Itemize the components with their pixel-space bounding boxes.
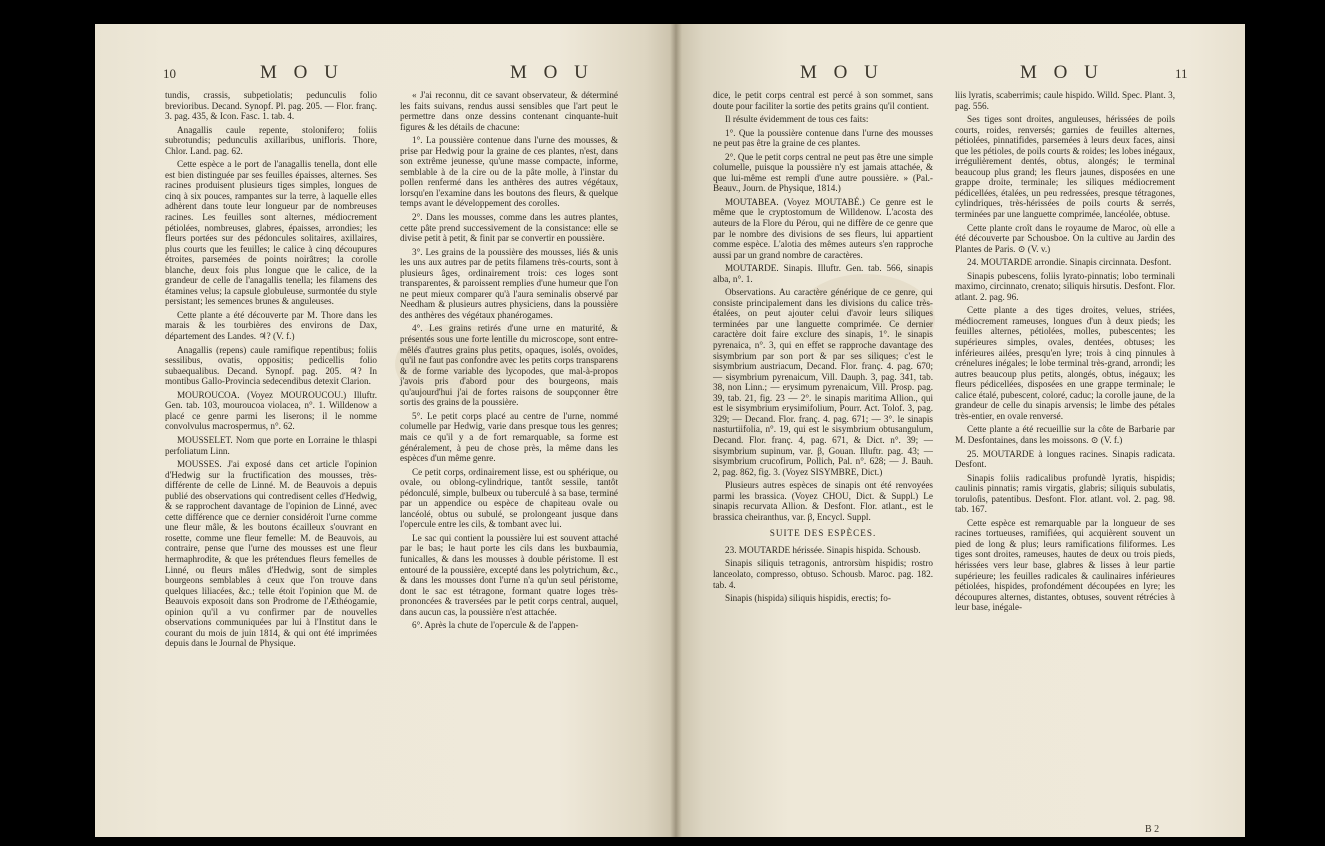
- paragraph: MOUTARDE. Sinapis. Illuftr. Gen. tab. 566, sinapis alba, n°. 1.: [713, 263, 933, 284]
- paragraph: Cette plante a été recueillie sur la côte de Barbarie par M. Desfontaines, dans les moissons. ⊙ (V. f.): [955, 424, 1175, 445]
- paragraph: Il résulte évidemment de tous ces faits:: [725, 114, 869, 125]
- section-heading: SUITE DES ESPÈCES.: [769, 528, 877, 539]
- paragraph: Cette espèce est remarquable par la longueur de ses racines tortueuses, ramifiées, qui acquièrent souvent un pied de long & plus; leurs ramifications filiformes. Les tiges sont droites, rameuses, hautes de deux ou trois pieds, hérissées vers leur base, glabres & lisses à leur partie supérieure; les feuilles radicales & caulinaires inférieures pétiolées, hispides, profondément découpées en lyre; les découpures alternes, distantes, obtuses, souvent rétrécies à leur base, inégale-: [955, 517, 1175, 613]
- paragraph: Observations. Au caractère générique de ce genre, qui consiste principalement dans les divisions du calice très-étalées, on peut ajouter celui d'avoir leurs siliques terminées par une languette comprimée. Ce dernier caractère doit faire exclure des sinapis, 1°. le sinapis pyrenaica, n°. 3, qui en effet se rapproche davantage des sisymbrium par son port & par ses siliques; c'est le sisymbrium austriacum, Decand. Flor. franç. 4. pag. 670; — sisymbrium pyrenaicum, Vill. Dauph. 3, pag. 341, tab. 38, non Linn.; — erysimum pyrenaicum, Vill. Prosp. pag. 39, tab. 21, fig. 23 — 2°. le sinapis maritima Allion., qui est le sisymbrium erysimifolium, Pourr. Act. Tolof. 3, pag. 329; — Decand. Flor. franç. 4. pag. 671; — 3°. le sinapis nasturtiifolia, n°. 19, qui est le sisymbrium obtusangulum, Decand. Flor. franç. 4, pag. 671, & Dict. n°. 39; — sisymbrium supinum, var. β, Gouan. Illuftr. pag. 43; — sisymbrium crucofirum, Pollich, Pal. n°. 628; — J. Bauh. 2, pag. 862, fig. 3. (Voyez SISYMBRE, Dict.): [713, 287, 933, 477]
- paragraph: Anagallis caule repente, stolonifero; foliis subrotundis; pedunculis axillaribus, unifloris. Thore, Chlor. Land. pag. 62.: [165, 124, 377, 156]
- paragraph: Cette plante a des tiges droites, velues, striées, médiocrement rameuses, longues d'un à deux pieds; les feuilles alternes, pétiolées, molles, pubescentes; les supérieures simples, ovales, dentées, obtuses; les inférieures ailées, presqu'en lyre; trois à cinq pinnules à crénelures inégales; le lobe terminal très-grand, arrondi; les autres beaucoup plus petits, alongés, obtus, inégaux; les fleurs pédicellées, disposées en une grappe terminale; le calice étalé, pubescent, coloré, caduc; la corolle jaune, de la grandeur de celle du sinapis arvensis; le limbe des pétales très-entier, en ovale renversé.: [955, 305, 1175, 421]
- book-spread: [95, 24, 1245, 837]
- paragraph: 2°. Que le petit corps central ne peut pas être une simple columelle, puisque la poussière n'y est jamais attachée, & que lui-même est rempli d'une autre poussière. » (Pal.-Beauv., Journ. de Physique, 1814.): [713, 151, 933, 194]
- paragraph: 25. MOUTARDE à longues racines. Sinapis radicata. Desfont.: [955, 448, 1175, 470]
- paragraph: Cette plante a été découverte par M. Thore dans les marais & les tourbières des environs de Dax, département des Landes. ♃? (V. f.): [165, 309, 377, 342]
- paragraph: 1°. La poussière contenue dans l'urne des mousses, & prise par Hedwig pour la graine de ces plantes, n'est, dans son extrême jeunesse, qu'une masse compacte, informe, semblable à de la cire ou de la pâte molle, à l'instar du pollen renfermé dans les anthères des autres végétaux, lorsqu'en l'examine dans les boutons des fleurs, & quelque temps avant le développement des corolles.: [400, 135, 618, 209]
- paragraph: 1°. Que la poussière contenue dans l'urne des mousses ne peut pas être la graine de ces plantes.: [713, 127, 933, 149]
- left-page: [95, 24, 675, 837]
- paragraph: Ses tiges sont droites, anguleuses, hérissées de poils courts, roides, renversés; garnies de feuilles alternes, pétiolées, pinnatifides, parsemées à leurs deux faces, ainsi que les pétioles, de poils courts & roides; les lobes inégaux, irrégulièrement dentés, obtus, alongés; le terminal beaucoup plus grand; les fleurs jaunes, disposées en une grappe droite, terminale; les siliques médiocrement pédicellées, étalées, un peu redressées, presque tétragones, cylindriques, très-hérissées de poils courts & serrés, terminées par une languette comprimée, lancéolée, obtuse.: [955, 114, 1175, 220]
- paragraph: MOUTABEA. (Voyez MOUTABÉ.) Ce genre est le même que le cryptostomum de Willdenow. L'acosta des auteurs de la Flore du Pérou, qui ne diffère de ce genre que par le nombre des divisions de ses fleurs, lui appartient comme espèce. L'alotia des mêmes auteurs s'en rapproche aussi par un grand nombre de caractères.: [713, 196, 933, 260]
- book-gutter: [670, 24, 682, 837]
- text-column-2: [955, 90, 1175, 616]
- text-column-1: [165, 90, 377, 652]
- paragraph: 2°. Dans les mousses, comme dans les autres plantes, cette pâte prend successivement de la consistance: elle se divise petit à petit, & finit par se convertir en poussière.: [400, 212, 618, 244]
- paragraph: 4°. Les grains retirés d'une urne en maturité, & présentés sous une forte lentille du microscope, sont entre-mêlés d'autres grains plus petits, opaques, isolés, ovoïdes, qu'il ne faut pas confondre avec les petits corps transparens & de forme variable des lycopodes, que mal-à-propos j'avois pris d'abord pour des bourgeons, mais qu'aujourd'hui j'ai de fortes raisons de soupçonner être sortis des grains de la poussière.: [400, 323, 618, 408]
- paragraph: 23. MOUTARDE hérissée. Sinapis hispida. Schousb.: [725, 544, 921, 555]
- paragraph: Sinapis siliquis tetragonis, antrorsùm hispidis; rostro lanceolato, compresso, obtuso. Schousb. Maroc. pag. 182. tab. 4.: [713, 558, 933, 590]
- paragraph: Plusieurs autres espèces de sinapis ont été renvoyées parmi les brassica. (Voyez CHOU, Dict. & Suppl.) Le sinapis recurvata Allion. & Desfont. Flor. atlant., est le brassica cheiranthus, var. β, Encycl. Suppl.: [713, 480, 933, 522]
- paragraph: 6°. Après la chute de l'opercule & de l'appen-: [412, 620, 579, 631]
- paragraph: Sinapis pubescens, foliis lyrato-pinnatis; lobo terminali maximo, circinnato, crenato; siliquis hirsutis. Desfont. Flor. atlant. 2. pag. 96.: [955, 270, 1175, 302]
- paragraph: MOUSSES. J'ai exposé dans cet article l'opinion d'Hedwig sur la fructification des mousses, très-différente de celle de Linné. M. de Beauvois a depuis publié des observations qui contredisent celles d'Hedwig, & se rapprochent davantage de l'opinion de Linné, avec cette différence que ce dernier considéroit l'urne comme une fleur mâle, & les boutons écailleux s'ouvrant en rosette, comme une fleur femelle: M. de Beauvois, au contraire, pense que l'urne des mousses est une fleur hermaphrodite, & que les prétendues fleurs femelles de Linné, ou fleurs mâles d'Hedwig, sont de simples bourgeons semblables à ceux que l'on trouve dans quelques liliacées, &c.; telle étoit l'opinion que M. de Beauvois exposoit dans son Prodrome de l'Æthéogamie, opinion qu'il a vu confirmer par de nouvelles observations communiquées par lui à l'Institut dans le courant du mois de juin 1814, & qui ont été imprimées depuis dans le Journal de Physique.: [165, 459, 377, 649]
- page-number: 11: [1175, 66, 1188, 81]
- paragraph: Sinapis foliis radicalibus profundè lyratis, hispidis; caulinis pinnatis; ramis virgatis, glabris; siliquis subulatis, toruloſis, patentibus. Desfont. Flor. atlant. vol. 2. pag. 98. tab. 167.: [955, 472, 1175, 515]
- paragraph: Ce petit corps, ordinairement lisse, est ou sphérique, ou ovale, ou oblong-cylindrique, tantôt sessile, tantôt pédonculé, simple, bulbeux ou tuberculé à sa base, terminé par un appendice ou espèce de chapiteau ovale ou lancéolé, obtus ou subulé, se prolongeant jusque dans l'opercule entre les cils, & tombant avec lui.: [400, 466, 618, 530]
- right-page: [675, 24, 1245, 837]
- page-number: 10: [163, 66, 176, 81]
- paragraph: 24. MOUTARDE arrondie. Sinapis circinnata. Desfont.: [967, 257, 1172, 268]
- text-column-2: [400, 90, 618, 634]
- text-column-1: [713, 90, 933, 607]
- paragraph: tundis, crassis, subpetiolatis; pedunculis folio brevioribus. Decand. Synopf. Pl. pag. 205. — Flor. franç. 3. pag. 435, & Icon. Fasc. 1. tab. 4.: [165, 90, 377, 122]
- paragraph: liis lyratis, scaberrimis; caule hispido. Willd. Spec. Plant. 3, pag. 556.: [955, 90, 1175, 111]
- running-header: M O U: [1020, 62, 1104, 83]
- paragraph: dice, le petit corps central est percé à son sommet, sans doute pour faciliter la sortie des petits grains qu'il contient.: [713, 90, 933, 111]
- paragraph: Cette plante croît dans le royaume de Maroc, où elle a été découverte par Schousboe. On la cultive au Jardin des Plantes de Paris. ⊙ (V. v.): [955, 222, 1175, 254]
- running-header: M O U: [260, 62, 344, 83]
- paragraph: Anagallis (repens) caule ramifique repentibus; foliis sessilibus, ovatis, oppositis; pedicellis folio subaequalibus. Decand. Synopf. pag. 205. ♃? In montibus Gallo-Provincia sedecendibus detexit Clarion.: [165, 344, 377, 387]
- paragraph: MOUSSELET. Nom que porte en Lorraine le thlaspi perfoliatum Linn.: [165, 434, 377, 456]
- paragraph: MOUROUCOA. (Voyez MOUROUCOU.) Illuftr. Gen. tab. 103, mouroucoa violacea, n°. 1. Willdenow a placé ce genre parmi les liserons; il le nomme convolvulus macrospermus, n°. 62.: [165, 389, 377, 432]
- paragraph: 5°. Le petit corps placé au centre de l'urne, nommé columelle par Hedwig, varie dans presque tous les genres; mais ce qu'il y a de fort remarquable, sa forme est généralement, à peu de chose près, la même dans les espèces d'un même genre.: [400, 410, 618, 464]
- running-header: M O U: [800, 62, 884, 83]
- paragraph: Cette espèce a le port de l'anagallis tenella, dont elle est bien distinguée par ses feuilles épaisses, alternes. Ses racines produisent plusieurs tiges simples, longues de cinq à six pouces, rampantes sur la terre, à laquelle elles adhèrent dans toute leur longueur par de nombreuses racines. Les feuilles sont alternes, médiocrement pétiolées, nombreuses, glabres, épaisses, arrondies; les fleurs portées sur des pédoncules solitaires, axillaires, plus courts que les feuilles; le calice à cinq découpures étroites, parsemées de points noirâtres; la corolle blanche, deux fois plus longue que le calice, de la grandeur de celle de l'anagallis tenella; les filamens des étamines velus; la capsule globuleuse, surmontée du style persistant; les semences brunes & anguleuses.: [165, 159, 377, 307]
- paragraph: Sinapis (hispida) siliquis hispidis, erectis; fo-: [725, 593, 891, 604]
- paragraph: 3°. Les grains de la poussière des mousses, liés & unis les uns aux autres par de petits filamens très-courts, sont à plusieurs âges, ordinairement trois: ces loges sont transparentes, & paroissent remplies d'une humeur que l'on ne peut mieux comparer qu'à l'aura seminalis observé par Needham & plusieurs autres physiciens, dans la poussière des anthères des végétaux phanérogames.: [400, 246, 618, 320]
- paragraph: « J'ai reconnu, dit ce savant observateur, & déterminé les faits suivans, rendus aussi sensibles que l'art peut le permettre dans onze dessins contenant cinquante-huit figures & les détails de chacune:: [400, 90, 618, 132]
- signature-mark: B 2: [1145, 824, 1160, 835]
- running-header: M O U: [510, 62, 594, 83]
- paragraph: Le sac qui contient la poussière lui est souvent attaché par le bas; le haut porte les cils dans les buxbaumia, funicalles, & dans les mousses à double péristome. Il est entouré de la poussière, excepté dans les polytrichum, &c., & dans les mousses dont l'urne n'a qu'un seul péristome, dont le sac est tétragone, formant quatre loges très-prononcées & traversées par le petit corps central, auquel, dans aucun cas, la poussière n'est attachée.: [400, 532, 618, 617]
